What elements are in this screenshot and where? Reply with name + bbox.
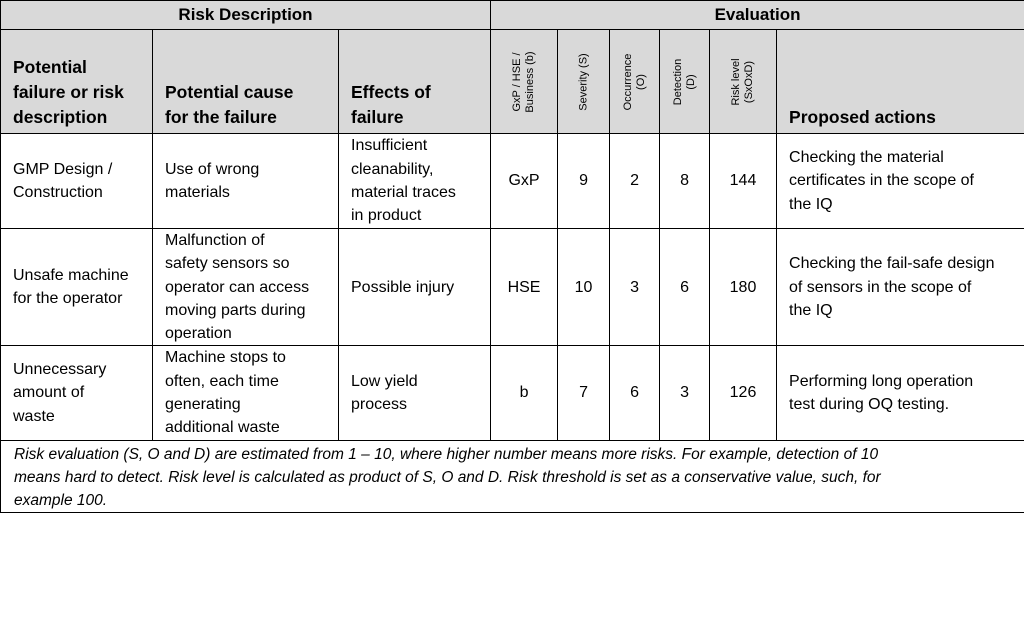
text-line: the IQ — [789, 195, 833, 213]
table-row — [1, 134, 1024, 229]
text-line: example 100. — [14, 491, 108, 509]
text-line: Machine stops to — [165, 349, 286, 367]
text-line: Use of wrong — [165, 160, 260, 178]
text-line: Effects of — [351, 82, 431, 102]
cell-risk-level: 144 — [710, 134, 777, 229]
column-header-row — [1, 30, 1024, 134]
cell-severity: 10 — [558, 229, 610, 346]
text-line: the IQ — [789, 301, 833, 319]
text-line: Unsafe machine — [13, 266, 129, 284]
cell-cause — [153, 346, 339, 440]
text-line: Severity (S) — [577, 52, 590, 111]
cell-occurrence: 3 — [610, 229, 660, 346]
text-line: amount of — [13, 384, 85, 402]
cell-category: b — [491, 346, 558, 440]
col-header-failure — [1, 30, 153, 134]
col-header-detection — [660, 30, 710, 134]
text-line: Unnecessary — [13, 361, 107, 379]
text-line: GMP Design / — [13, 160, 113, 178]
col-header-actions — [777, 30, 1024, 134]
footnote — [1, 440, 1024, 512]
table-row — [1, 346, 1024, 440]
cell-cause — [153, 229, 339, 346]
cell-effects — [339, 346, 491, 440]
text-line: failure — [351, 107, 404, 127]
text-line: process — [351, 396, 408, 414]
text-line: (O) — [634, 73, 647, 90]
text-line: for the operator — [13, 290, 123, 308]
text-line: material traces — [351, 184, 456, 201]
col-header-risk-level — [710, 30, 777, 134]
text-line: Checking the material — [789, 149, 944, 167]
text-line: certificates in the scope of — [789, 172, 974, 190]
text-line: in product — [351, 207, 422, 225]
text-line: for the failure — [165, 107, 277, 127]
text-line: Business (b) — [524, 50, 537, 113]
cell-actions — [777, 229, 1024, 346]
text-line: Potential — [13, 57, 87, 77]
text-line: Occurrence — [621, 53, 634, 110]
group-header-evaluation: Evaluation — [491, 1, 1024, 30]
text-line: GxP / HSE / — [511, 51, 524, 112]
text-line: Performing long operation — [789, 372, 974, 390]
cell-actions — [777, 346, 1024, 440]
cell-failure — [1, 134, 153, 229]
cell-cause — [153, 134, 339, 229]
text-line: Checking the fail-safe design — [789, 255, 995, 273]
text-line: Malfunction of — [165, 232, 265, 249]
text-line: materials — [165, 184, 230, 201]
text-line: often, each time — [165, 372, 279, 390]
cell-severity: 9 — [558, 134, 610, 229]
cell-actions — [777, 134, 1024, 229]
group-header-row — [1, 1, 1024, 30]
col-header-occurrence — [610, 30, 660, 134]
footnote-row — [1, 440, 1024, 512]
cell-occurrence: 6 — [610, 346, 660, 440]
cell-category: HSE — [491, 229, 558, 346]
cell-severity: 7 — [558, 346, 610, 440]
text-line: Insufficient — [351, 137, 428, 155]
text-line: Risk evaluation (S, O and D) are estimated from 1 – 10, where higher number means more risks. For example, detection of 10 — [14, 445, 879, 463]
text-line: Low yield — [351, 372, 418, 390]
text-line: Detection — [671, 58, 684, 105]
cell-effects — [339, 229, 491, 346]
cell-effects — [339, 134, 491, 229]
text-line: Construction — [13, 184, 103, 201]
col-header-severity — [558, 30, 610, 134]
text-line: of sensors in the scope of — [789, 278, 972, 296]
text-line: waste — [13, 407, 55, 425]
text-line: additional waste — [165, 419, 280, 437]
text-line: Possible injury — [351, 278, 455, 296]
group-header-risk-description: Risk Description — [1, 1, 491, 30]
col-header-cause — [153, 30, 339, 134]
text-line: test during OQ testing. — [789, 396, 950, 414]
text-line: Proposed actions — [789, 107, 936, 127]
text-line: cleanability, — [351, 160, 434, 178]
cell-detection: 3 — [660, 346, 710, 440]
cell-failure — [1, 229, 153, 346]
text-line: means hard to detect. Risk level is calculated as product of S, O and D. Risk threshold is set as a conservative value, such, for — [14, 468, 881, 486]
cell-detection: 6 — [660, 229, 710, 346]
cell-occurrence: 2 — [610, 134, 660, 229]
text-line: safety sensors so — [165, 255, 290, 273]
text-line: description — [13, 107, 108, 127]
text-line: operation — [165, 325, 232, 343]
cell-risk-level: 126 — [710, 346, 777, 440]
col-header-effects — [339, 30, 491, 134]
cell-detection: 8 — [660, 134, 710, 229]
text-line: moving parts during — [165, 301, 306, 319]
text-line: Potential cause — [165, 82, 294, 102]
text-line: operator can access — [165, 278, 310, 296]
cell-risk-level: 180 — [710, 229, 777, 346]
col-header-category — [491, 30, 558, 134]
text-line: failure or risk — [13, 82, 124, 102]
text-line: (D) — [684, 73, 697, 90]
text-line: Risk level — [730, 57, 743, 106]
text-line: generating — [165, 396, 241, 414]
cell-failure — [1, 346, 153, 440]
cell-category: GxP — [491, 134, 558, 229]
table-row — [1, 229, 1024, 346]
text-line: (SxOxD) — [743, 60, 756, 103]
